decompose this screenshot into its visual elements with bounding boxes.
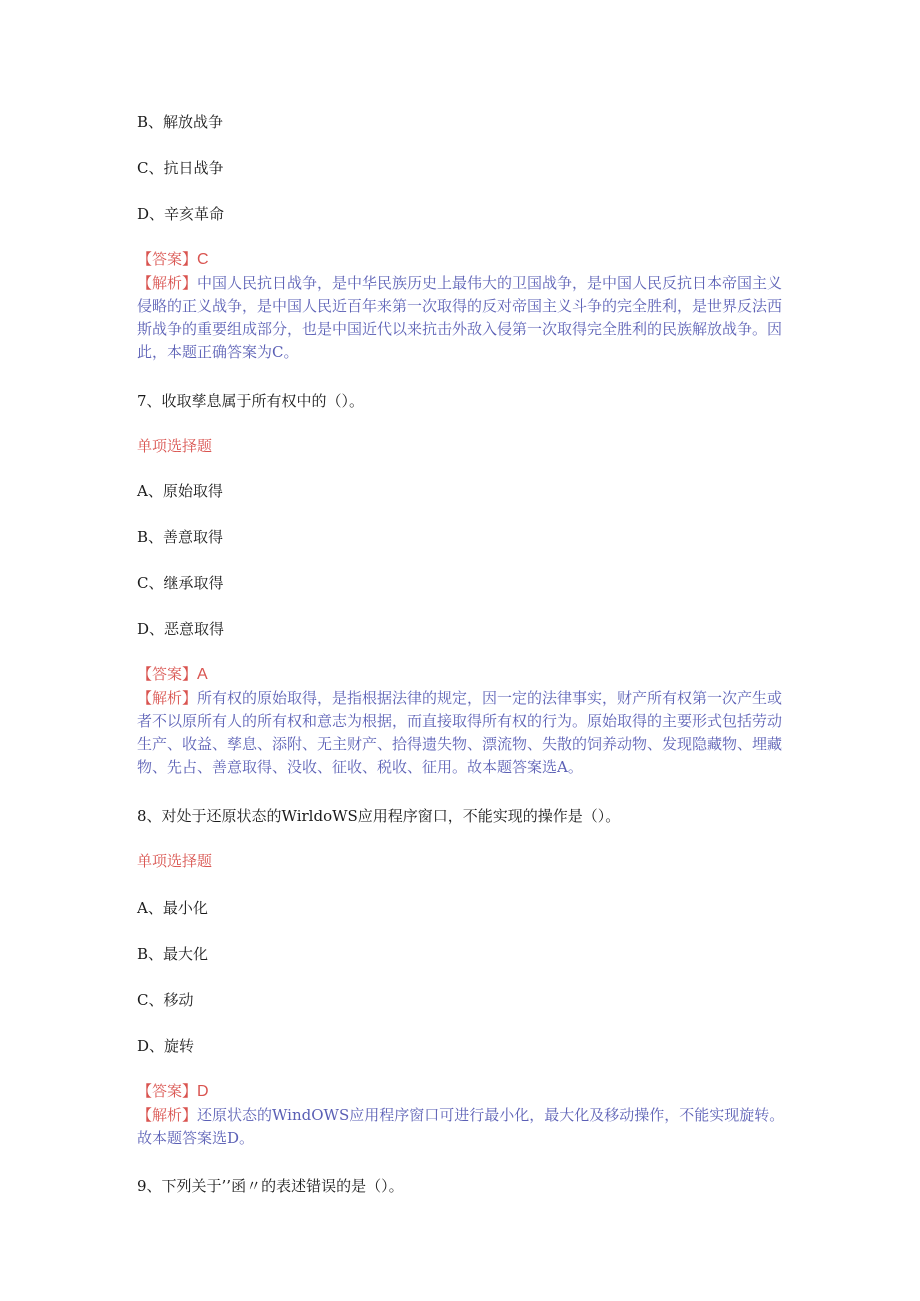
q8-analysis: [137, 1104, 785, 1150]
q7-option-c: C、继承取得: [137, 574, 224, 592]
q6-option-b: B、解放战争: [137, 113, 224, 131]
analysis-tag: 【解析】: [137, 689, 198, 707]
q8-question: 8、对处于还原状态的WirldoWS应用程序窗口，不能实现的操作是（）。: [137, 807, 621, 825]
q7-type-label: 单项选择题: [137, 437, 213, 455]
answer-value: A: [197, 666, 208, 683]
q8-answer: [137, 1081, 209, 1102]
q8-option-b: B、最大化: [137, 945, 209, 963]
q8-option-a: A、最小化: [137, 899, 208, 917]
q6-option-d: D、辛亥革命: [137, 205, 225, 223]
answer-value: D: [197, 1083, 209, 1100]
answer-value: C: [197, 251, 209, 268]
q8-type-label: 单项选择题: [137, 852, 213, 870]
q8-option-c: C、移动: [137, 991, 194, 1009]
analysis-text: 还原状态的WindOWS应用程序窗口可进行最小化，最大化及移动操作，不能实现旋转。故本题答案选D。: [137, 1106, 785, 1147]
answer-tag: 【答案】: [137, 665, 198, 683]
analysis-text: 所有权的原始取得，是指根据法律的规定，因一定的法律事实，财产所有权第一次产生或者不以原所有人的所有权和意志为根据，而直接取得所有权的行为。原始取得的主要形式包括劳动生产、收益、孳息、添附、无主财产、拾得遗失物、漂流物、失散的饲养动物、发现隐藏物、埋藏物、先占、善意取得、没收、征收、税收、征用。故本题答案选A。: [137, 689, 783, 776]
q7-question: 7、收取孳息属于所有权中的（）。: [137, 392, 365, 410]
q7-analysis: [137, 687, 785, 779]
analysis-tag: 【解析】: [137, 274, 198, 292]
analysis-tag: 【解析】: [137, 1106, 198, 1124]
q6-answer: [137, 249, 209, 270]
q6-option-c: C、抗日战争: [137, 159, 224, 177]
answer-tag: 【答案】: [137, 250, 198, 268]
q9-question: 9、下列关于’’函〃的表述错误的是（）。: [137, 1177, 404, 1195]
q7-option-d: D、恶意取得: [137, 620, 225, 638]
q7-option-a: A、原始取得: [137, 482, 223, 500]
q7-answer: [137, 664, 208, 685]
analysis-text: 中国人民抗日战争，是中华民族历史上最伟大的卫国战争，是中国人民反抗日本帝国主义侵略的正义战争，是中国人民近百年来第一次取得的反对帝国主义斗争的完全胜利，是世界反法西斯战争的重要组成部分，也是中国近代以来抗击外敌入侵第一次取得完全胜利的民族解放战争。因此，本题正确答案为C。: [137, 274, 783, 361]
answer-tag: 【答案】: [137, 1082, 198, 1100]
q7-option-b: B、善意取得: [137, 528, 224, 546]
q8-option-d: D、旋转: [137, 1037, 195, 1055]
q6-analysis: [137, 272, 785, 364]
